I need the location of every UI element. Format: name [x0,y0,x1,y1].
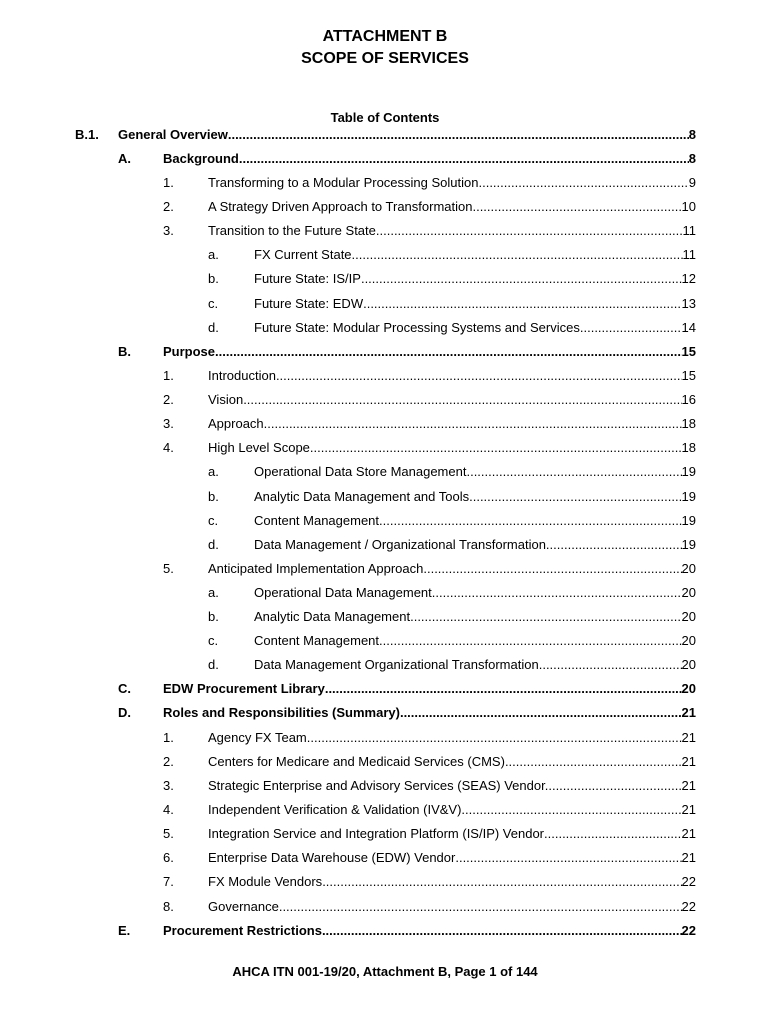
toc-entry-number: 5. [163,561,174,576]
toc-entry-page: 18 [681,440,696,455]
toc-entry-line [208,849,696,867]
toc-entry-number: E. [118,923,131,938]
toc-entry[interactable] [0,801,770,819]
toc-entry[interactable] [0,150,770,168]
toc-entry-title: Governance [208,899,279,914]
toc-entry-page: 21 [681,850,696,865]
toc-entry-line [163,680,696,698]
toc-leader-dots [239,150,689,168]
toc-entry-title: Strategic Enterprise and Advisory Services (SEAS) Vendor. [208,778,549,793]
toc-entry[interactable] [0,584,770,602]
toc-entry-number: 2. [163,199,174,214]
toc-entry-page: 13 [681,296,696,311]
toc-entry-number: c. [208,296,219,311]
toc-entry[interactable] [0,343,770,361]
toc-entry-title: Operational Data Store Management [254,464,467,479]
toc-entry-line [208,198,696,216]
toc-entry-page: 12 [681,271,696,286]
toc-entry-page: 20 [681,633,696,648]
toc-leader-dots [461,801,681,819]
toc-entry-line [163,343,696,361]
toc-entry-title: Operational Data Management [254,585,432,600]
toc-entry[interactable] [0,536,770,554]
toc-entry-line [208,729,696,747]
page-footer: AHCA ITN 001-19/20, Attachment B, Page 1 of 144 [232,964,538,979]
toc-entry-page: 20 [681,585,696,600]
toc-leader-dots [363,295,681,313]
toc-entry[interactable] [0,367,770,385]
toc-entry-number: D. [118,705,131,720]
toc-entry-line [208,439,696,457]
toc-entry[interactable] [0,898,770,916]
toc-entry-title: High Level Scope [208,440,310,455]
toc-entry-line [254,246,696,264]
toc-entry-line [254,270,696,288]
toc-entry-line [208,825,696,843]
toc-entry[interactable] [0,439,770,457]
toc-leader-dots [310,439,682,457]
toc-entry-title: Content Management [254,633,380,648]
toc-entry-number: C. [118,681,131,696]
toc-entry-title: Data Management / Organizational Transformation. [254,537,550,552]
toc-entry-line [208,898,696,916]
toc-entry-line [118,126,696,144]
toc-leader-dots [539,656,682,674]
toc-entry-line [163,704,696,722]
document-title: ATTACHMENT B [322,28,448,45]
toc-entry-line [208,873,696,891]
toc-entry-line [208,367,696,385]
toc-entry-page: 22 [681,923,696,938]
toc-entry-page: 20 [681,657,696,672]
toc-entry-title: Independent Verification & Validation (IV&V) [208,802,462,817]
toc-entry[interactable] [0,198,770,216]
toc-entry-line [208,801,696,819]
toc-entry[interactable] [0,777,770,795]
toc-entry-page: 19 [681,489,696,504]
toc-entry-title: Future State: Modular Processing Systems and Services. [254,320,584,335]
toc-entry-title: Enterprise Data Warehouse (EDW) Vendor [208,850,456,865]
toc-entry-title: General Overview [118,127,228,142]
toc-leader-dots [307,729,682,747]
toc-entry-page: 19 [681,537,696,552]
toc-entry-title: Roles and Responsibilities (Summary) [163,705,400,720]
toc-entry-title: Data Management Organizational Transformation [254,657,539,672]
toc-entry-number: 7. [163,874,174,889]
toc-entry[interactable] [0,270,770,288]
toc-entry-line [254,536,696,554]
toc-entry-number: 3. [163,416,174,431]
toc-entry-line [208,174,696,192]
toc-entry-page: 21 [681,730,696,745]
toc-entry-line [208,560,696,578]
toc-entry-line [208,391,696,409]
toc-entry-title: Future State: IS/IP [254,271,361,286]
toc-entry-title: Approach [208,416,264,431]
toc-entry-title: Centers for Medicare and Medicaid Services (CMS) [208,754,505,769]
toc-entry-title: Introduction [208,368,276,383]
toc-entry[interactable] [0,680,770,698]
toc-leader-dots [228,126,689,144]
toc-entry-number: 4. [163,440,174,455]
toc-entry-page: 19 [681,464,696,479]
toc-entry-page: 20 [681,561,696,576]
toc-entry-number: A. [118,151,131,166]
toc-leader-dots [264,415,682,433]
toc-entry-page: 11 [682,247,696,262]
toc-entry-number: 3. [163,778,174,793]
toc-entry-title: Agency FX Team [208,730,307,745]
toc-entry[interactable] [0,246,770,264]
toc-entry-page: 21 [681,705,696,720]
toc-entry-number: 4. [163,802,174,817]
toc-entry-title: Transition to the Future State [208,223,376,238]
toc-entry[interactable] [0,873,770,891]
toc-entry-line [208,753,696,771]
toc-entry[interactable] [0,729,770,747]
toc-entry-line [254,463,696,481]
toc-entry-line [163,150,696,168]
toc-entry-number: 3. [163,223,174,238]
toc-entry-line [254,295,696,313]
toc-leader-dots [322,922,682,940]
toc-leader-dots [322,873,681,891]
toc-entry-page: 16 [681,392,696,407]
toc-entry-line [254,632,696,650]
toc-entry-title: Transforming to a Modular Processing Solution [208,175,479,190]
toc-entry-title: Future State: EDW [254,296,364,311]
toc-entry-title: Procurement Restrictions [163,923,322,938]
toc-entry[interactable] [0,704,770,722]
toc-entry-page: 8 [688,151,696,166]
toc-entry[interactable] [0,415,770,433]
toc-entry-number: a. [208,585,219,600]
toc-leader-dots [379,512,682,530]
toc-entry-number: a. [208,464,219,479]
toc-entry-number: d. [208,537,219,552]
toc-entry-number: B. [118,344,131,359]
toc-entry-page: 18 [681,416,696,431]
toc-entry[interactable] [0,391,770,409]
toc-entry-title: Analytic Data Management. [254,609,414,624]
toc-leader-dots [325,680,682,698]
toc-entry[interactable] [0,512,770,530]
toc-entry-number: B.1. [75,127,99,142]
toc-entry-page: 21 [681,778,696,793]
toc-entry-title: FX Current State [254,247,352,262]
toc-leader-dots [583,319,681,337]
toc-entry[interactable] [0,849,770,867]
toc-entry-page: 10 [681,199,696,214]
toc-entry[interactable] [0,753,770,771]
toc-entry[interactable] [0,632,770,650]
toc-entry-title: Content Management [254,513,380,528]
toc-entry-line [254,656,696,674]
toc-entry-title: Vision [208,392,244,407]
toc-entry-page: 19 [681,513,696,528]
toc-entry[interactable] [0,608,770,626]
toc-entry-line [208,777,696,795]
toc-entry-number: d. [208,320,219,335]
toc-leader-dots [466,463,681,481]
toc-entry-number: c. [208,633,219,648]
toc-entry[interactable] [0,126,770,144]
toc-leader-dots [279,898,682,916]
toc-entry-line [254,512,696,530]
toc-entry-page: 20 [681,681,696,696]
toc-entry-title: Anticipated Implementation Approach [208,561,424,576]
toc-entry-page: 21 [681,802,696,817]
toc-entry-page: 20 [681,609,696,624]
toc-entry-number: 5. [163,826,174,841]
toc-entry-line [254,608,696,626]
toc-leader-dots [432,584,682,602]
toc-entry-title: Analytic Data Management and Tools [254,489,470,504]
toc-entry-page: 15 [681,368,696,383]
toc-entry-number: c. [208,513,219,528]
toc-leader-dots [550,536,682,554]
toc-entry[interactable] [0,319,770,337]
toc-leader-dots [455,849,681,867]
toc-heading: Table of Contents [330,110,440,125]
toc-entry-title: A Strategy Driven Approach to Transformation [208,199,473,214]
toc-leader-dots [505,753,682,771]
toc-entry-number: 8. [163,899,174,914]
toc-entry-title: EDW Procurement Library [163,681,325,696]
toc-leader-dots [469,488,681,506]
document-subtitle: SCOPE OF SERVICES [301,50,469,67]
toc-entry-page: 21 [681,754,696,769]
toc-entry-page: 11 [682,223,696,238]
toc-entry-number: 2. [163,392,174,407]
toc-leader-dots [400,704,682,722]
toc-entry-number: b. [208,271,219,286]
toc-leader-dots [379,632,682,650]
toc-entry[interactable] [0,560,770,578]
toc-entry-number: 2. [163,754,174,769]
toc-entry-page: 8 [688,127,696,142]
toc-leader-dots [352,246,683,264]
toc-entry[interactable] [0,295,770,313]
toc-leader-dots [376,222,683,240]
toc-entry-page: 14 [681,320,696,335]
toc-entry-number: d. [208,657,219,672]
toc-entry-page: 22 [681,874,696,889]
toc-entry-line [208,415,696,433]
toc-entry-page: 22 [681,899,696,914]
toc-leader-dots [548,777,681,795]
toc-leader-dots [544,825,682,843]
toc-entry-title: FX Module Vendors [208,874,323,889]
toc-leader-dots [361,270,682,288]
toc-entry[interactable] [0,222,770,240]
toc-entry[interactable] [0,463,770,481]
toc-entry-line [254,488,696,506]
toc-entry-number: a. [208,247,219,262]
toc-entry-line [254,584,696,602]
toc-entry-title: Purpose [163,344,216,359]
toc-entry-title: Integration Service and Integration Platform (IS/IP) Vendor [208,826,545,841]
toc-leader-dots [414,608,682,626]
toc-entry-number: 6. [163,850,174,865]
toc-entry-number: 1. [163,175,174,190]
toc-entry-page: 15 [681,344,696,359]
toc-entry-title: Background [163,151,239,166]
toc-entry-page: 9 [688,175,696,190]
toc-leader-dots [472,198,681,216]
toc-entry[interactable] [0,488,770,506]
toc-entry-page: 21 [681,826,696,841]
toc-entry-number: 1. [163,730,174,745]
toc-entry-number: b. [208,489,219,504]
toc-entry[interactable] [0,922,770,940]
toc-leader-dots [423,560,681,578]
toc-entry-number: b. [208,609,219,624]
toc-leader-dots [478,174,688,192]
toc-leader-dots [243,391,681,409]
toc-entry-number: 1. [163,368,174,383]
toc-entry-line [163,922,696,940]
toc-entry-line [208,222,696,240]
toc-leader-dots [276,367,682,385]
toc-entry-line [254,319,696,337]
toc-entry[interactable] [0,656,770,674]
toc-entry[interactable] [0,174,770,192]
toc-leader-dots [215,343,682,361]
toc-entry[interactable] [0,825,770,843]
